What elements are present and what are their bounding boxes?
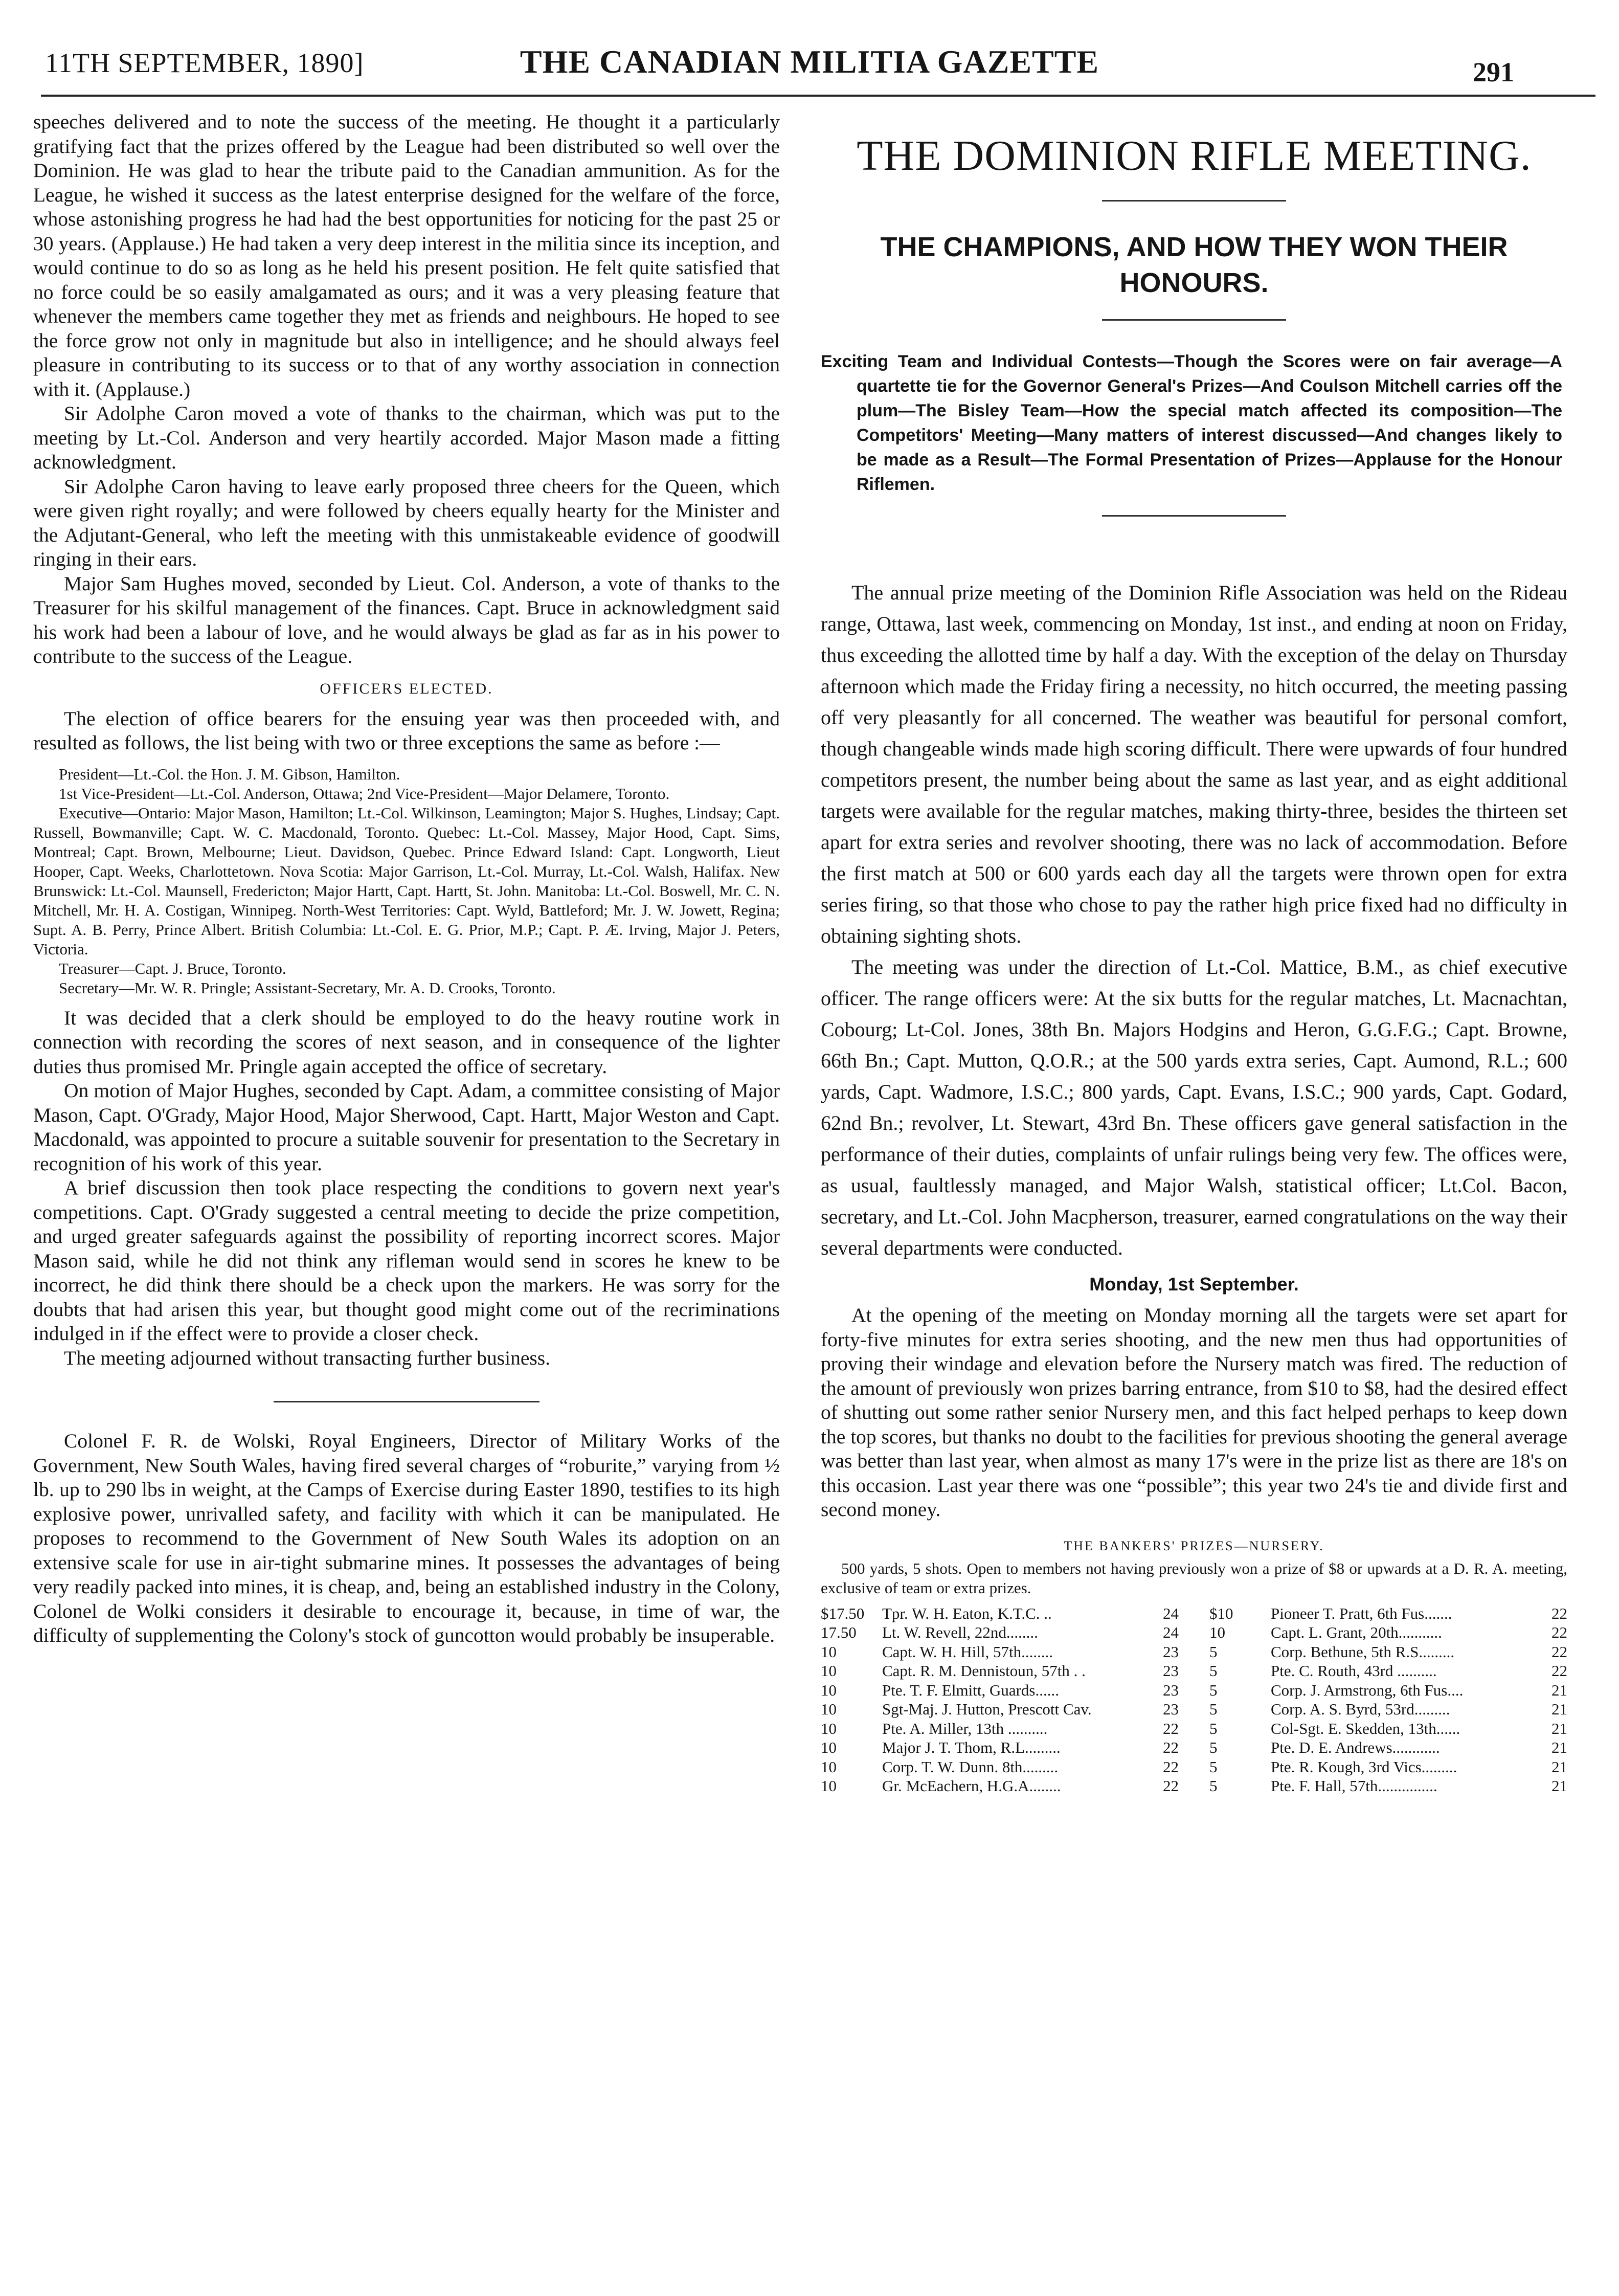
prize-score: 22 <box>1163 1719 1179 1737</box>
prize-score: 21 <box>1551 1757 1567 1776</box>
prize-amount: $10 <box>1209 1604 1233 1622</box>
paragraph: At the opening of the meeting on Monday morning all the targets were set apart for forty-five minutes for extra series shooting, and the new men thus had opportunities of proving their windage and elevation before the Nursery match was fired. The reduction of the amount of previously won prizes barring entrance, from $10 to $8, had the desired effect of shutting out some rather senior Nursery men, and this fact helped perhaps to keep down the top scores, but thanks no doubt to the facilities for previous shooting the general average was better than last year, when almost as many 17's were in the prize list as there are 18's on this occasion. Last year there was one “possible”; this year two 24's tie and divide first and second money. <box>821 1304 1567 1521</box>
prize-column-right <box>1209 1604 1567 1796</box>
prize-amount: 10 <box>821 1738 837 1756</box>
prize-amount: 10 <box>821 1777 837 1795</box>
prize-winner: Pte. F. Hall, 57th............... <box>1271 1777 1437 1795</box>
prize-amount: 10 <box>821 1681 837 1699</box>
prize-row <box>821 1738 1179 1757</box>
prize-amount: 10 <box>821 1757 837 1776</box>
prize-score: 24 <box>1163 1623 1179 1641</box>
prize-row <box>1209 1604 1567 1623</box>
prize-winner: Pte. D. E. Andrews............ <box>1271 1738 1440 1756</box>
prize-score: 23 <box>1163 1681 1179 1699</box>
prize-amount: 10 <box>821 1642 837 1661</box>
prize-row <box>1209 1661 1567 1681</box>
prize-winner: Capt. W. H. Hill, 57th........ <box>882 1642 1053 1661</box>
prize-amount: 5 <box>1209 1757 1218 1776</box>
paragraph: Sir Adolphe Caron moved a vote of thanks to the chairman, which was put to the meeting by Lt.-Col. Anderson and very heartily accorded. Major Mason made a fitting acknowledgment. <box>33 402 780 473</box>
prize-table-note: 500 yards, 5 shots. Open to members not having previously won a prize of $8 or upwards at a D. R. A. meeting, exclusive of team or extra prizes. <box>821 1559 1567 1597</box>
prize-score: 23 <box>1163 1700 1179 1718</box>
paragraph: The annual prize meeting of the Dominion Rifle Association was held on the Rideau range, Ottawa, last week, commencing on Monday, 1st inst., and ending at noon on Friday, thus exceeding the allotted time by half a day. With the exception of the delay on Thursday afternoon which made the Friday firing a necessity, no hitch occurred, the meeting passing off very pleasantly for all concerned. The weather was beautiful for personal comfort, though changeable winds made high scoring difficult. There were upwards of four hundred competitors present, the number being about the same as last year, and as eight additional targets were available for the regular matches, making thirty-three, besides the thirteen set apart for extra series and revolver shooting, there was no lack of accommodation. Before the first match at 500 or 600 yards each day all the targets were thrown open for extra series firing, so that those who chose to pay the rather high price fixed had no difficulty in obtaining sighting shots. <box>821 581 1567 947</box>
prize-winner: Corp. A. S. Byrd, 53rd......... <box>1271 1700 1450 1718</box>
prize-amount: 5 <box>1209 1700 1218 1718</box>
prize-amount: 5 <box>1209 1738 1218 1756</box>
prize-winner: Corp. Bethune, 5th R.S......... <box>1271 1642 1455 1661</box>
prize-winner: Tpr. W. H. Eaton, K.T.C. .. <box>882 1604 1052 1622</box>
prize-row <box>821 1604 1179 1623</box>
prize-winner: Col-Sgt. E. Skedden, 13th...... <box>1271 1719 1460 1737</box>
prize-score: 21 <box>1551 1681 1567 1699</box>
prize-row <box>821 1719 1179 1738</box>
prize-row <box>821 1642 1179 1662</box>
article-summary: Exciting Team and Individual Contests—Though the Scores were on fair average—A quartette tie for the Governor General's Prizes—And Coulson Mitchell carries off the plum—The Bisley Team—How the special match affected its composition—The Competitors' Meeting—Many matters of interest discussed—And changes likely to be made as a Result—The Formal Presentation of Prizes—Applause for the Honour Riflemen. <box>821 352 1562 494</box>
prize-row <box>1209 1623 1567 1642</box>
paragraph: speeches delivered and to note the success of the meeting. He thought it a particularly gratifying fact that the prizes offered by the League had been distributed so well over the Dominion. He was glad to hear the tribute paid to the Canadian ammunition. As for the League, he wished it success as the latest enterprise designed for the welfare of the force, whose astonishing progress he had had the best opportunities for noticing for the past 25 or 30 years. (Applause.) He had taken a very deep interest in the militia since its inception, and would continue to do so as long as he held his present position. He felt quite satisfied that no force could be so easily amalgamated as ours; and it was a very pleasing feature that whenever the members came together they met as friends and neighbours. He hoped to see the force grow not only in magnitude but also in intelligence; and he should always feel pleasure in contributing to its success or to that of any worthy association in connection with it. (Applause.) <box>33 110 780 400</box>
prize-winner: Gr. McEachern, H.G.A........ <box>882 1777 1061 1795</box>
paragraph: The meeting was under the direction of Lt.-Col. Mattice, B.M., as chief executive officer. The range officers were: At the six butts for the regular matches, Lt. Macnachtan, Cobourg; Lt-Col. Jones, 38th Bn. Majors Hodgins and Heron, G.G.F.G.; Capt. Browne, 66th Bn.; Capt. Mutton, Q.O.R.; at the 500 yards extra series, Capt. Aumond, R.L.; 600 yards, Capt. Wadmore, I.S.C.; 800 yards, Capt. Evans, I.S.C.; 900 yards, Capt. Godard, 62nd Bn.; revolver, Lt. Stewart, 43rd Bn. These officers gave general satisfaction in the performance of their duties, complaints of unfair rulings being very few. The offices were, as usual, faultlessly managed, and Major Walsh, statistical officer; Lt.Col. Bacon, secretary, and Lt.-Col. John Macpherson, treasurer, earned congratulations on the way their several departments were conducted. <box>821 955 1567 1259</box>
section-divider <box>274 1401 539 1402</box>
paragraph: A brief discussion then took place respecting the conditions to govern next year's competitions. Capt. O'Grady suggested a central meeting to decide the prize competition, and urged greater safeguards against the possibility of reporting incorrect scores. Major Mason said, while he did not think any rifleman would send in scores he knew to be incorrect, he did think there should be a check upon the markers. He was sorry for the doubts that had arisen this year, but thought good might come out of the recriminations indulged in if the effect were to provide a closer check. <box>33 1176 780 1345</box>
subtitle-rule <box>1102 319 1286 321</box>
officer-list-item: President—Lt.-Col. the Hon. J. M. Gibson, Hamilton. <box>59 765 400 783</box>
prize-row <box>821 1681 1179 1700</box>
prize-row <box>1209 1757 1567 1777</box>
prize-score: 23 <box>1163 1642 1179 1661</box>
prize-amount: 5 <box>1209 1777 1218 1795</box>
prize-winner: Pte. C. Routh, 43rd .......... <box>1271 1662 1437 1680</box>
prize-score: 21 <box>1551 1777 1567 1795</box>
paragraph: It was decided that a clerk should be employed to do the heavy routine work in connection with recording the scores of next season, and in consequence of the lighter duties thus promised Mr. Pringle again accepted the office of secretary. <box>33 1006 780 1078</box>
paragraph: The meeting adjourned without transacting further business. <box>64 1346 551 1369</box>
prize-score: 22 <box>1551 1642 1567 1661</box>
prize-score: 21 <box>1551 1719 1567 1737</box>
prize-score: 21 <box>1551 1700 1567 1718</box>
day-heading: Monday, 1st September. <box>1089 1274 1299 1295</box>
prize-score: 22 <box>1163 1738 1179 1756</box>
title-rule <box>1102 200 1286 202</box>
paragraph: On motion of Major Hughes, seconded by Capt. Adam, a committee consisting of Major Mason, Capt. O'Grady, Major Hood, Major Sherwood, Capt. Hartt, Major Weston and Capt. Macdonald, was appointed to procure a suitable souvenir for presentation to the Secretary in recognition of his work of this year. <box>33 1079 780 1175</box>
prize-score: 21 <box>1551 1738 1567 1756</box>
article-subtitle: THE CHAMPIONS, AND HOW THEY WON THEIR HONOURS. <box>880 232 1508 298</box>
prize-winner: Pte. R. Kough, 3rd Vics......... <box>1271 1757 1457 1776</box>
prize-amount: 5 <box>1209 1681 1218 1699</box>
prize-row <box>1209 1776 1567 1796</box>
paragraph: The election of office bearers for the ensuing year was then proceeded with, and resulted as follows, the list being with two or three exceptions the same as before :— <box>33 707 780 754</box>
prize-amount: 17.50 <box>821 1623 857 1641</box>
page-number: 291 <box>1473 57 1514 87</box>
prize-winner: Capt. L. Grant, 20th........... <box>1271 1623 1442 1641</box>
page-header <box>0 0 1619 92</box>
officer-list-item: Executive—Ontario: Major Mason, Hamilton; Lt.-Col. Wilkinson, Leamington; Major S. Hughes, Lindsay; Capt. Russell, Bowmanville; Capt. W. C. Macdonald, Toronto. Quebec: Lt.-Col. Massey, Major Hood, Capt. Sims, Montreal; Capt. Brown, Melbourne; Lieut. Davidson, Quebec. Prince Edward Island: Capt. Longworth, Lieut Hooper, Capt. Weeks, Charlottetown. Nova Scotia: Major Garrison, Lt.-Col. Murray, Lt.-Col. Walsh, Halifax. New Brunswick: Lt.-Col. Maunsell, Fredericton; Major Hartt, Capt. Hartt, St. John. Manitoba: Lt.-Col. Boswell, Mr. C. N. Mitchell, Mr. H. A. Costigan, Winnipeg. North-West Territories: Capt. Wyld, Battleford; Mr. J. W. Jowett, Regina; Supt. A. B. Perry, Prince Albert. British Columbia: Lt.-Col. E. G. Prior, M.P.; Capt. P. Æ. Irving, Major J. Peters, Victoria. <box>33 804 780 958</box>
prize-amount: $17.50 <box>821 1604 865 1622</box>
officer-list-item: Treasurer—Capt. J. Bruce, Toronto. <box>59 959 286 977</box>
prize-amount: 10 <box>1209 1623 1225 1641</box>
prize-column-left <box>821 1604 1179 1796</box>
prize-row <box>821 1776 1179 1796</box>
article-title: THE DOMINION RIFLE MEETING. <box>857 132 1532 180</box>
prize-row <box>1209 1719 1567 1738</box>
prize-amount: 10 <box>821 1719 837 1737</box>
left-column <box>33 110 780 1648</box>
prize-table <box>821 1604 1567 1796</box>
prize-row <box>821 1757 1179 1777</box>
prize-row <box>1209 1700 1567 1719</box>
prize-amount: 5 <box>1209 1719 1218 1737</box>
prize-row <box>1209 1642 1567 1662</box>
prize-score: 22 <box>1163 1757 1179 1776</box>
prize-row <box>1209 1738 1567 1757</box>
prize-row <box>821 1700 1179 1719</box>
prize-score: 22 <box>1551 1623 1567 1641</box>
prize-winner: Capt. R. M. Dennistoun, 57th . . <box>882 1662 1086 1680</box>
prize-table-title: THE BANKERS' PRIZES—NURSERY. <box>1064 1538 1324 1553</box>
prize-winner: Corp. J. Armstrong, 6th Fus.... <box>1271 1681 1464 1699</box>
prize-winner: Pioneer T. Pratt, 6th Fus....... <box>1271 1604 1452 1622</box>
officer-list-item: Secretary—Mr. W. R. Pringle; Assistant-Secretary, Mr. A. D. Crooks, Toronto. <box>59 978 556 997</box>
prize-winner: Sgt-Maj. J. Hutton, Prescott Cav. <box>882 1700 1092 1718</box>
right-column <box>821 110 1567 1796</box>
paragraph: Colonel F. R. de Wolski, Royal Engineers, Director of Military Works of the Government, New South Wales, having fired several charges of “roburite,” varying from ½ lb. up to 290 lbs in weight, at the Camps of Exercise during Easter 1890, testifies to its high explosive power, unrivalled safety, and facility with which it can be manipulated. He proposes to recommend to the Government of New South Wales its adoption on an extensive scale for use in air-tight submarine mines. It possesses the advantages of being very readily packed into mines, it is cheap, and, being an established industry in the Colony, Colonel de Wolki considers it desirable to encourage it, because, in time of war, the difficulty of supplementing the Colony's stock of guncotton would probably be insuperable. <box>33 1430 780 1646</box>
prize-score: 24 <box>1163 1604 1179 1622</box>
prize-amount: 10 <box>821 1700 837 1718</box>
prize-winner: Pte. T. F. Elmitt, Guards...... <box>882 1681 1059 1699</box>
header-rule <box>41 95 1595 97</box>
prize-winner: Pte. A. Miller, 13th .......... <box>882 1719 1048 1737</box>
prize-row <box>1209 1681 1567 1700</box>
prize-amount: 5 <box>1209 1642 1218 1661</box>
prize-amount: 5 <box>1209 1662 1218 1680</box>
summary-rule <box>1102 515 1286 517</box>
prize-row <box>821 1623 1179 1642</box>
prize-winner: Lt. W. Revell, 22nd........ <box>882 1623 1038 1641</box>
prize-score: 23 <box>1163 1662 1179 1680</box>
prize-row <box>821 1661 1179 1681</box>
prize-winner: Corp. T. W. Dunn. 8th......... <box>882 1757 1059 1776</box>
paragraph: Major Sam Hughes moved, seconded by Lieut. Col. Anderson, a vote of thanks to the Treasurer for his skilful management of the finances. Capt. Bruce in acknowledgment said his work had been a labour of love, and he would always be glad as far as in his power to contribute to the success of the League. <box>33 572 780 667</box>
publication-title: THE CANADIAN MILITIA GAZETTE <box>520 43 1099 80</box>
officer-list-item: 1st Vice-President—Lt.-Col. Anderson, Ottawa; 2nd Vice-President—Major Delamere, Toronto. <box>59 784 670 803</box>
prize-score: 22 <box>1551 1604 1567 1622</box>
prize-winner: Major J. T. Thom, R.L......... <box>882 1738 1061 1756</box>
paragraph: Sir Adolphe Caron having to leave early proposed three cheers for the Queen, which were given right royally; and were followed by cheers equally hearty for the Minister and the Adjutant-General, who left the meeting with this unmistakeable evidence of goodwill ringing in their ears. <box>33 475 780 570</box>
issue-date: 11TH SEPTEMBER, 1890] <box>45 48 364 78</box>
prize-amount: 10 <box>821 1662 837 1680</box>
prize-score: 22 <box>1551 1662 1567 1680</box>
section-heading: OFFICERS ELECTED. <box>320 680 493 697</box>
prize-score: 22 <box>1163 1777 1179 1795</box>
